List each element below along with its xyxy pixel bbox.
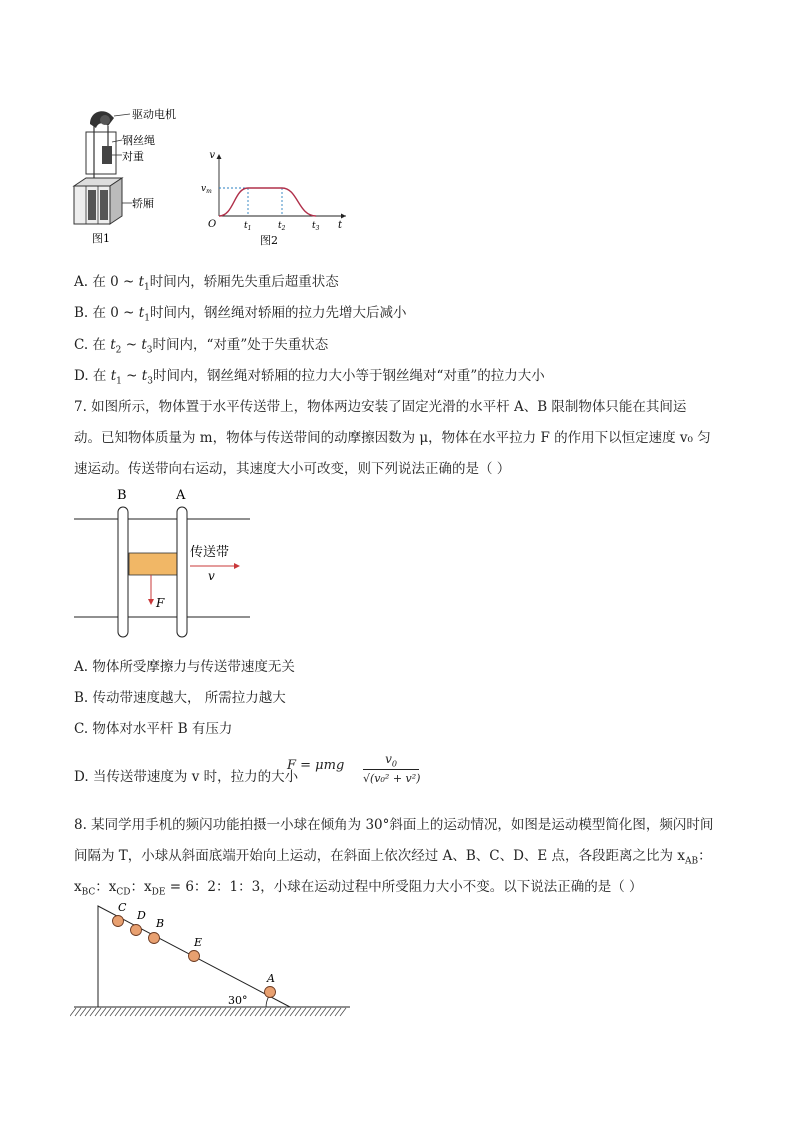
label-v: v <box>208 569 215 583</box>
label-c: C <box>118 901 127 914</box>
object-block <box>129 553 177 575</box>
angle-label: 30° <box>228 994 248 1007</box>
elevator-car <box>74 178 122 224</box>
drive-motor-icon <box>90 111 114 128</box>
formula-denominator: √(v₀² + v²) <box>363 772 421 785</box>
q8-stem-line3: $x_{BC}$：$x_{CD}$：$x_{DE} = 6$：2：1：3，小球在运动过程中所受阻力大小不变。以下说法正确的是（ ） <box>74 879 643 898</box>
ball-e <box>189 951 200 962</box>
t1-label: $t_1$ <box>244 221 252 232</box>
q7-stem-line2: 动。已知物体质量为 m，物体与传送带间的动摩擦因数为 μ，物体在水平拉力 F 的作用下以恒定速度 v₀ 匀 <box>74 430 711 446</box>
v-axis-label: v <box>209 150 215 161</box>
origin-label: O <box>208 219 217 230</box>
rod-b <box>118 507 128 637</box>
velocity-curve <box>219 188 316 216</box>
q6-option-b: B. 在 0 ~ $t_1$时间内，钢丝绳对轿厢的拉力先增大后减小 <box>74 305 407 324</box>
elevator-figure <box>64 100 204 250</box>
q7-stem-line1: 7. 如图所示，物体置于水平传送带上，物体两边安装了固定光滑的水平杆 A、B 限制物体只能在其间运 <box>74 399 687 415</box>
figure2-caption: 图2 <box>260 234 278 247</box>
label-a: A <box>267 972 275 985</box>
q8-stem-line2: 间隔为 T，小球从斜面底端开始向上运动，在斜面上依次经过 A、B、C、D、E 点，各段距离之比为 $x_{AB}$： <box>74 848 712 867</box>
figure1-caption: 图1 <box>92 232 110 245</box>
ball-b <box>149 933 160 944</box>
q7-option-a: A. 物体所受摩擦力与传送带速度无关 <box>74 659 295 675</box>
ball-c <box>113 916 124 927</box>
q6-option-c: C. 在 $t_2$ ~ $t_3$时间内，“对重”处于失重状态 <box>74 337 329 356</box>
counterweight-label: 对重 <box>122 150 144 163</box>
t-axis-label: t <box>338 220 343 231</box>
velocity-time-graph <box>198 146 358 250</box>
label-f: F <box>156 596 165 610</box>
q7-option-b: B. 传动带速度越大， 所需拉力越大 <box>74 690 286 706</box>
conveyor-figure <box>70 483 260 643</box>
q6-option-a: A. 在 0 ~ $t_1$时间内，轿厢先失重后超重状态 <box>74 274 339 293</box>
q7-option-c: C. 物体对水平杆 B 有压力 <box>74 721 233 737</box>
label-belt: 传送带 <box>190 545 230 560</box>
t3-label: $t_3$ <box>312 221 320 232</box>
t2-label: $t_2$ <box>278 221 286 232</box>
label-d: D <box>137 909 146 922</box>
label-e: E <box>194 936 203 949</box>
rod-a <box>177 507 187 637</box>
label-a: A <box>176 488 186 503</box>
car-label: 轿厢 <box>132 197 154 210</box>
ball-d <box>131 925 142 936</box>
counterweight-block <box>102 146 112 164</box>
q8-stem-line1: 8. 某同学用手机的频闪功能拍摄一小球在倾角为 30°斜面上的运动情况，如图是运动模型简化图，频闪时间 <box>74 817 714 833</box>
incline-figure <box>70 898 360 1024</box>
label-b: B <box>117 488 127 503</box>
label-b: B <box>156 917 165 930</box>
ball-a <box>265 987 276 998</box>
motor-label: 驱动电机 <box>132 108 176 121</box>
vm-label: $v_m$ <box>201 184 212 195</box>
rope-label: 钢丝绳 <box>122 134 155 147</box>
q6-option-d: D. 在 $t_1$ ~ $t_3$时间内，钢丝绳对轿厢的拉力大小等于钢丝绳对“对重”的拉力大小 <box>74 368 545 387</box>
ground-hatching <box>70 1008 346 1016</box>
q7-option-d: D. 当传送带速度为 v 时，拉力的大小 <box>74 769 299 785</box>
q7-stem-line3: 速运动。传送带向右运动，其速度大小可改变，则下列说法正确的是（ ） <box>74 461 511 477</box>
formula-numerator: $v_0$ <box>385 752 397 769</box>
